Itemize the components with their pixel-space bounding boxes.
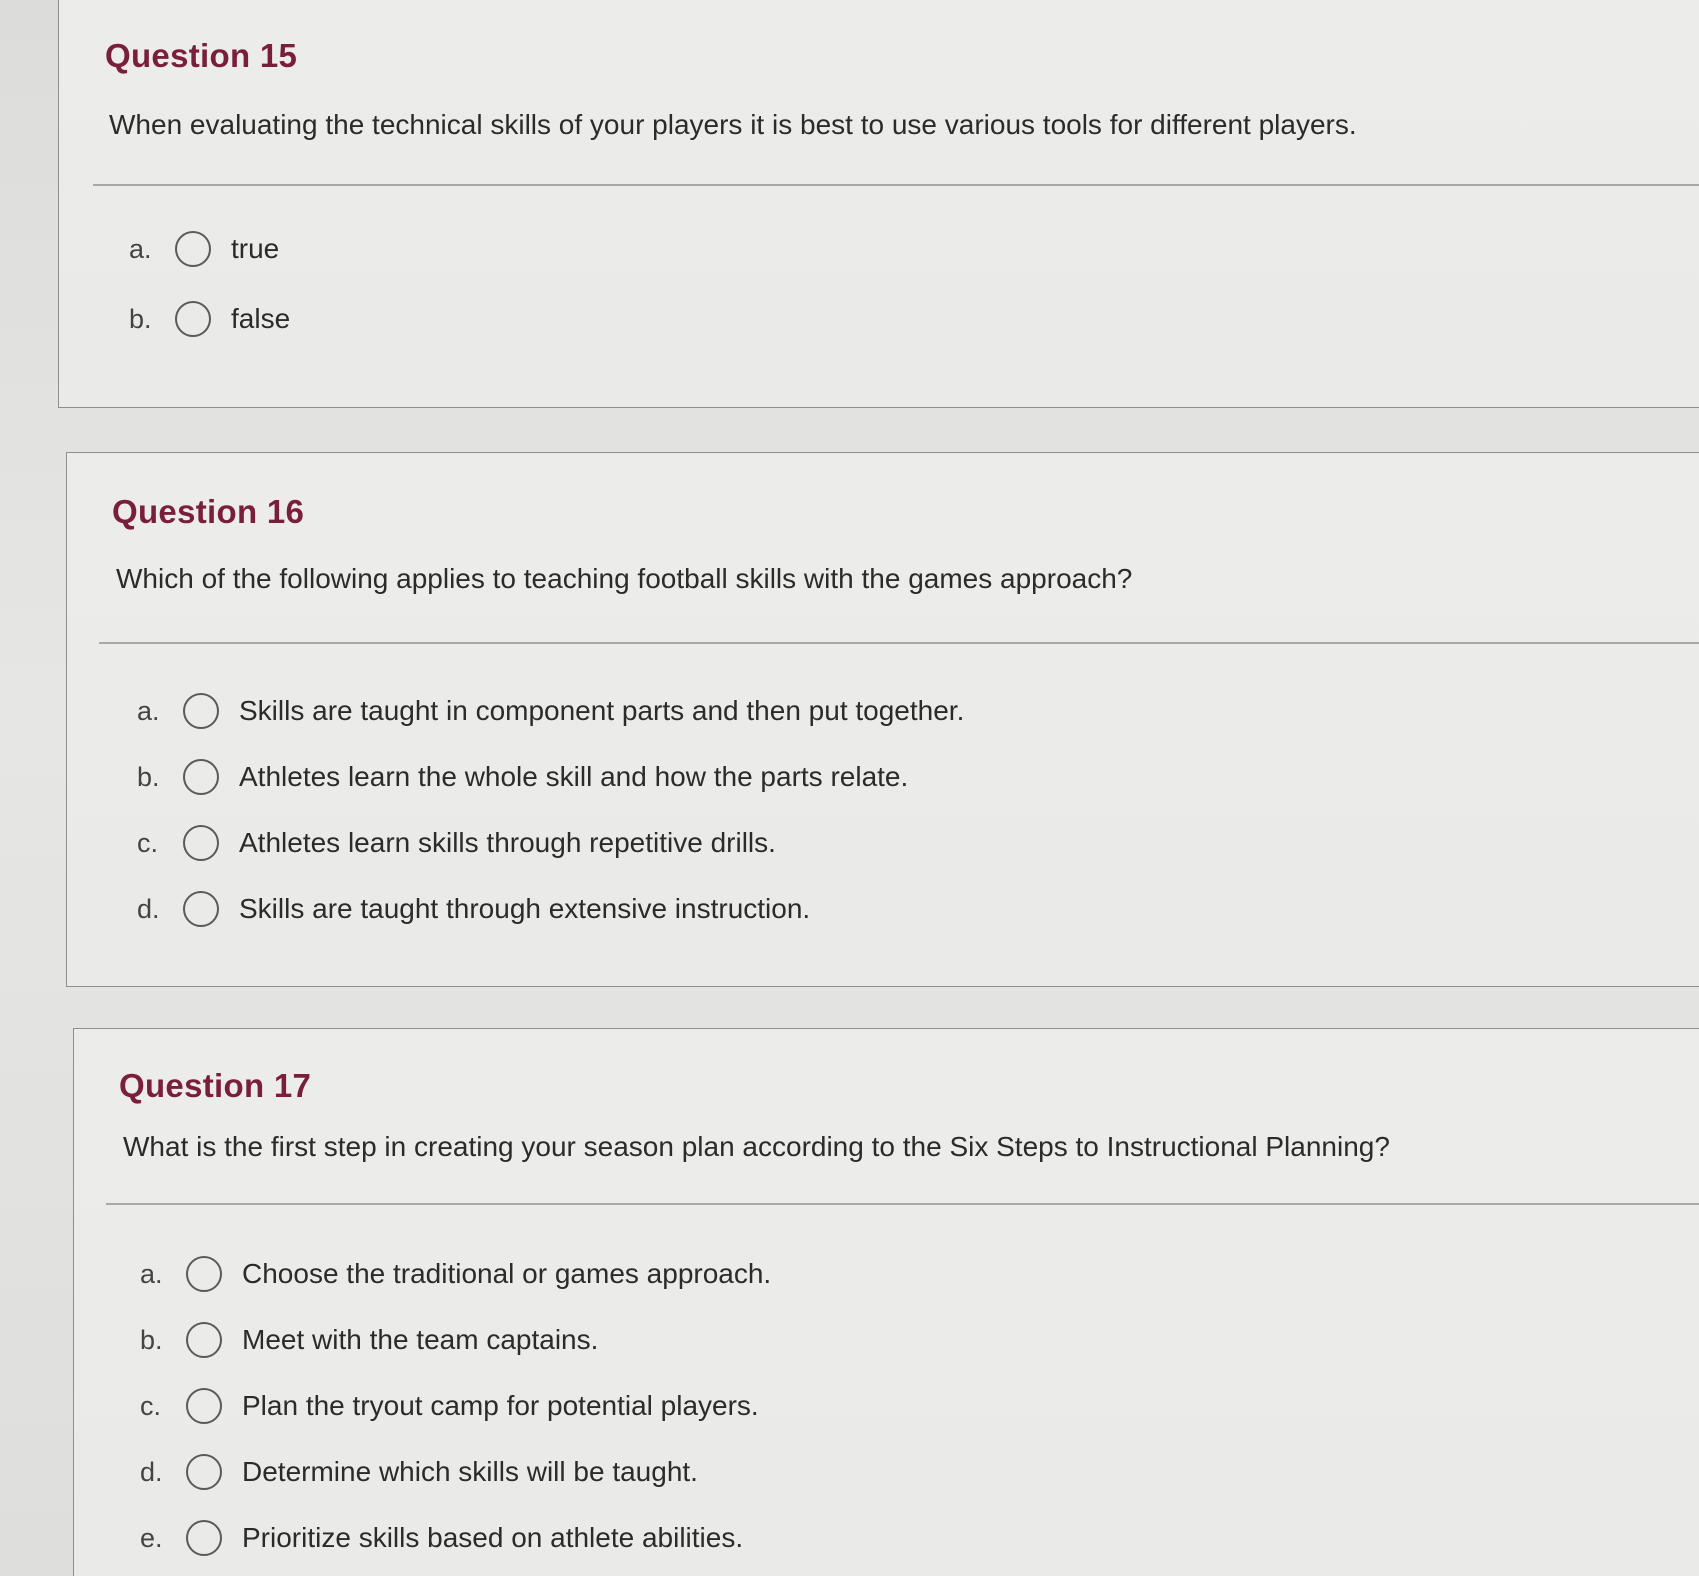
option-letter: a. [137,695,160,726]
option-label[interactable]: Athletes learn the whole skill and how the parts relate. [239,761,909,792]
option-e[interactable] [140,1516,743,1560]
option-label[interactable]: Prioritize skills based on athlete abilities. [242,1522,744,1553]
option-b[interactable] [129,297,290,341]
radio-button[interactable] [186,1322,222,1358]
option-a[interactable] [129,227,279,271]
question-title: Question 17 [119,1067,312,1104]
question-text: Which of the following applies to teaching football skills with the games approach? [116,563,1133,594]
question-title: Question 16 [112,493,305,530]
question-divider [106,1203,1699,1205]
option-a[interactable] [137,689,964,733]
option-letter: c. [137,827,159,858]
option-label[interactable]: Skills are taught through extensive instruction. [239,893,811,924]
radio-button[interactable] [175,301,211,337]
radio-button[interactable] [183,825,219,861]
question-divider [99,642,1699,644]
option-d[interactable] [140,1450,698,1494]
radio-button[interactable] [183,759,219,795]
option-letter: c. [140,1390,162,1421]
option-b[interactable] [140,1318,598,1362]
question-card-17 [73,1028,1699,1576]
radio-button[interactable] [175,231,211,267]
option-letter: b. [137,761,160,792]
option-label[interactable]: Meet with the team captains. [242,1324,599,1355]
radio-button[interactable] [186,1256,222,1292]
option-letter: d. [140,1456,163,1487]
question-title: Question 15 [105,37,298,74]
option-label[interactable]: Determine which skills will be taught. [242,1456,698,1487]
option-label[interactable]: Athletes learn skills through repetitive drills. [239,827,776,858]
radio-button[interactable] [186,1520,222,1556]
question-text: What is the first step in creating your season plan according to the Six Steps to Instructional Planning? [123,1131,1390,1162]
option-d[interactable] [137,887,810,931]
radio-button[interactable] [183,693,219,729]
option-letter: a. [140,1258,163,1289]
option-label[interactable]: Plan the tryout camp for potential players. [242,1390,759,1421]
option-label[interactable]: true [231,233,280,264]
question-divider [93,184,1699,186]
option-a[interactable] [140,1252,771,1296]
option-letter: d. [137,893,160,924]
radio-button[interactable] [186,1388,222,1424]
radio-button[interactable] [183,891,219,927]
option-label[interactable]: Skills are taught in component parts and then put together. [239,695,965,726]
option-b[interactable] [137,755,908,799]
option-letter: e. [140,1522,163,1553]
question-card-15 [58,0,1699,408]
question-card-16 [66,452,1699,987]
option-letter: b. [129,303,152,334]
option-label[interactable]: false [231,303,291,334]
option-letter: a. [129,233,152,264]
question-text: When evaluating the technical skills of your players it is best to use various tools for different players. [109,109,1357,140]
option-c[interactable] [137,821,776,865]
option-label[interactable]: Choose the traditional or games approach. [242,1258,772,1289]
option-letter: b. [140,1324,163,1355]
option-c[interactable] [140,1384,759,1428]
radio-button[interactable] [186,1454,222,1490]
